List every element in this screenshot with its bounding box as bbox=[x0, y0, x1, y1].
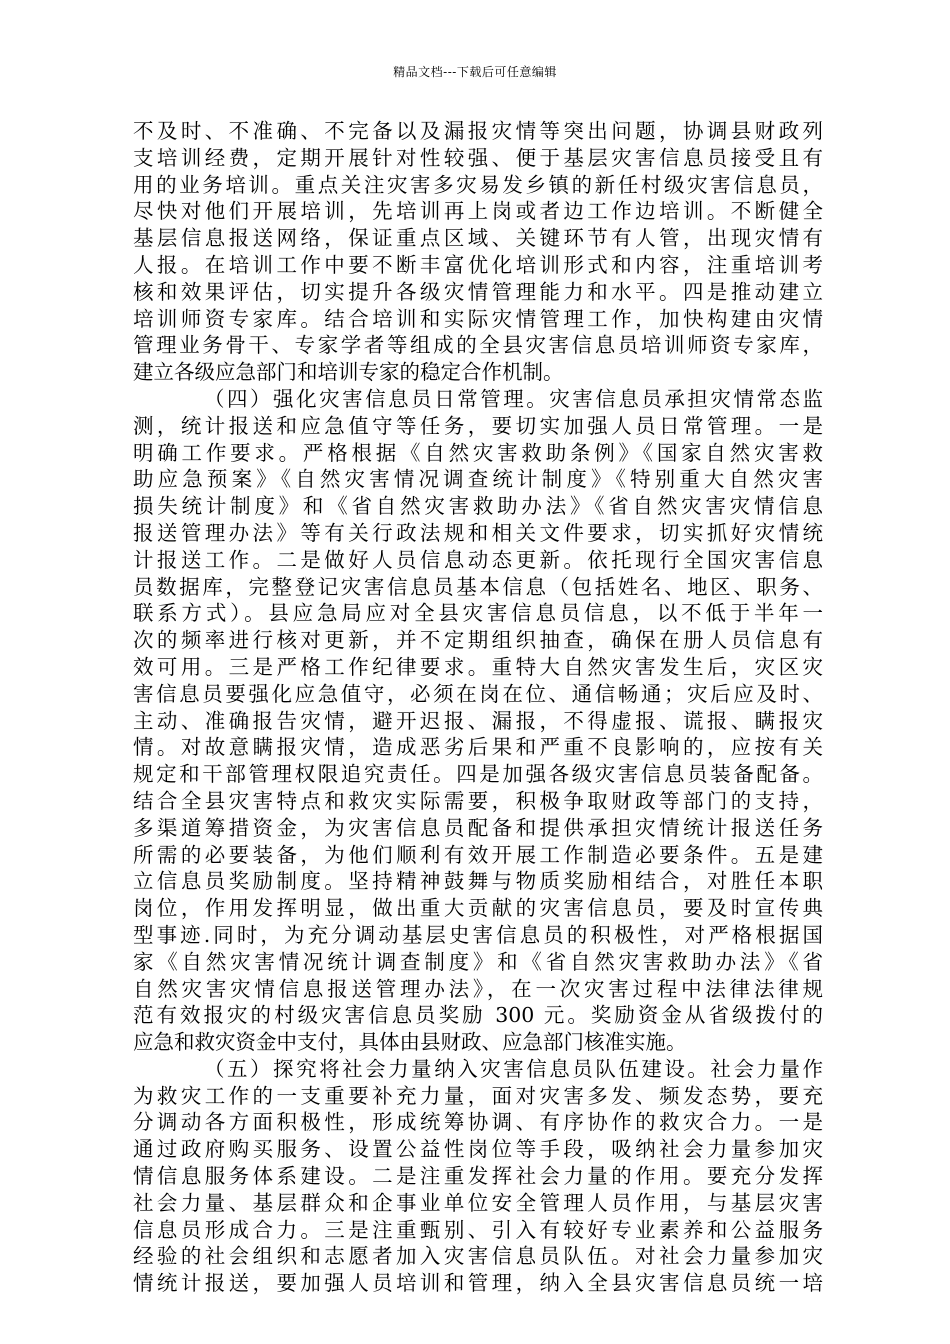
text-line: 联系方式）。县应急局应对全县灾害信息员信息，以不低于半年一 bbox=[133, 601, 823, 626]
text-line: 社会力量、基层群众和企事业单位安全管理人员作用，与基层灾害 bbox=[133, 1190, 823, 1215]
text-line: 多渠道筹措资金，为灾害信息员配备和提供承担灾情统计报送任务 bbox=[133, 815, 823, 840]
text-line: 支培训经费，定期开展针对性较强、便于基层灾害信息员接受且有 bbox=[133, 145, 823, 170]
text-line: 害信息员要强化应急值守，必须在岗在位、通信畅通；灾后应及时、 bbox=[133, 681, 823, 706]
text-line: 助应急预案》《自然灾害情况调查统计制度》《特别重大自然灾害 bbox=[133, 467, 823, 492]
text-line: 应急和救灾资金中支付，具体由县财政、应急部门核准实施。 bbox=[133, 1030, 687, 1055]
text-line: 计报送工作。二是做好人员信息动态更新。依托现行全国灾害信息 bbox=[133, 547, 823, 572]
text-line: 损失统计制度》和《省自然灾害救助办法》《省自然灾害灾情信息 bbox=[133, 494, 823, 519]
text-line: 结合全县灾害特点和救灾实际需要，积极争取财政等部门的支持， bbox=[133, 788, 823, 813]
text-line: 规定和干部管理权限追究责任。四是加强各级灾害信息员装备配备。 bbox=[133, 762, 823, 787]
text-line: 情信息服务体系建设。二是注重发挥社会力量的作用。要充分发挥 bbox=[133, 1164, 823, 1189]
text-line: 培训师资专家库。结合培训和实际灾情管理工作，加快构建由灾情 bbox=[133, 306, 823, 331]
text-line: 分调动各方面积极性，形成统筹协调、有序协作的救灾合力。一是 bbox=[133, 1110, 823, 1135]
text-line: 效可用。三是严格工作纪律要求。重特大自然灾害发生后，灾区灾 bbox=[133, 654, 823, 679]
text-line: 所需的必要装备，为他们顺利有效开展工作制造必要条件。五是建 bbox=[133, 842, 823, 867]
text-line: 范有效报灾的村级灾害信息员奖励 300 元。奖励资金从省级拨付的 bbox=[133, 1003, 823, 1028]
text-line: 信息员形成合力。三是注重甄别、引入有较好专业素养和公益服务 bbox=[133, 1217, 823, 1242]
text-line: 核和效果评估，切实提升各级灾情管理能力和水平。四是推动建立 bbox=[133, 279, 823, 304]
text-line: 测，统计报送和应急值守等任务，要切实加强人员日常管理。一是 bbox=[133, 413, 823, 438]
paragraph-heading-5: （五）探究将社会力量纳入灾害信息员队伍建设。社会力量作 bbox=[204, 1056, 823, 1081]
text-line: 明确工作要求。严格根据《自然灾害救助条例》《国家自然灾害救 bbox=[133, 440, 823, 465]
text-line: 人报。在培训工作中要不断丰富优化培训形式和内容，注重培训考 bbox=[133, 252, 823, 277]
text-line: 型事迹.同时，为充分调动基层史害信息员的积极性，对严格根据国 bbox=[133, 922, 823, 947]
text-line: 管理业务骨干、专家学者等组成的全县灾害信息员培训师资专家库， bbox=[133, 333, 823, 358]
page-header: 精品文档---下载后可任意编辑 bbox=[393, 65, 557, 79]
text-line: 尽快对他们开展培训，先培训再上岗或者边工作边培训。不断健全 bbox=[133, 199, 823, 224]
text-line: 岗位，作用发挥明显，做出重大贡献的灾害信息员，要及时宣传典 bbox=[133, 896, 823, 921]
document-body bbox=[133, 118, 823, 1297]
text-line: 基层信息报送网络，保证重点区域、关键环节有人管，出现灾情有 bbox=[133, 226, 823, 251]
text-line: 自然灾害灾情信息报送管理办法》，在一次灾害过程中法律法律规 bbox=[133, 976, 823, 1001]
text-line: 主动、准确报告灾情，避开迟报、漏报，不得虚报、谎报、瞒报灾 bbox=[133, 708, 823, 733]
text-line: 情。对故意瞒报灾情，造成恶劣后果和严重不良影响的，应按有关 bbox=[133, 735, 823, 760]
text-line: 次的频率进行核对更新，并不定期组织抽查，确保在册人员信息有 bbox=[133, 628, 823, 653]
text-line: 通过政府购买服务、设置公益性岗位等手段，吸纳社会力量参加灾 bbox=[133, 1137, 823, 1162]
text-line: 建立各级应急部门和培训专家的稳定合作机制。 bbox=[133, 360, 564, 385]
text-line: 立信息员奖励制度。坚持精神鼓舞与物质奖励相结合，对胜任本职 bbox=[133, 869, 823, 894]
text-line: 员数据库，完整登记灾害信息员基本信息（包括姓名、地区、职务、 bbox=[133, 574, 823, 599]
text-line: 报送管理办法》等有关行政法规和相关文件要求，切实抓好灾情统 bbox=[133, 520, 823, 545]
text-line: 家《自然灾害情况统计调查制度》和《省自然灾害救助办法》《省 bbox=[133, 949, 823, 974]
text-line: 情统计报送，要加强人员培训和管理，纳入全县灾害信息员统一培 bbox=[133, 1271, 823, 1296]
paragraph-heading-4: （四）强化灾害信息员日常管理。灾害信息员承担灾情常态监 bbox=[204, 386, 823, 411]
text-line: 为救灾工作的一支重要补充力量，面对灾害多发、频发态势，要充 bbox=[133, 1083, 823, 1108]
text-line: 经验的社会组织和志愿者加入灾害信息员队伍。对社会力量参加灾 bbox=[133, 1244, 823, 1269]
text-line: 用的业务培训。重点关注灾害多灾易发乡镇的新任村级灾害信息员， bbox=[133, 172, 823, 197]
text-line: 不及时、不准确、不完备以及漏报灾情等突出问题，协调县财政列 bbox=[133, 119, 823, 143]
